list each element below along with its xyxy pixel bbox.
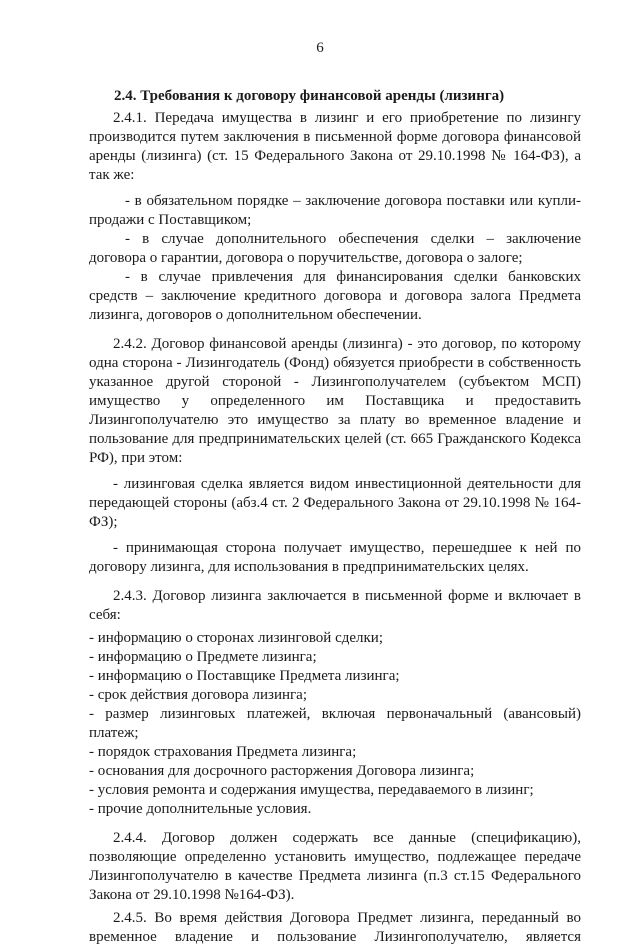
list-item: - в случае дополнительного обеспечения сделки – заключение договора о гарантии, договора о поручительстве, договора о залоге;: [89, 231, 581, 266]
list-item: - срок действия договора лизинга;: [89, 687, 307, 703]
list-item: - условия ремонта и содержания имущества, передаваемого в лизинг;: [89, 782, 534, 798]
list-item: - основания для досрочного расторжения Договора лизинга;: [89, 763, 475, 779]
list-item: - информацию о Поставщике Предмета лизинга;: [89, 668, 400, 684]
list-item: - информацию о Предмете лизинга;: [89, 649, 317, 665]
paragraph-2-4-1: 2.4.1. Передача имущества в лизинг и его приобретение по лизингу производится путем заключения в письменной форме договора финансовой аренды (лизинга) (ст. 15 Федерального Закона от 29.10.1998 № 164-ФЗ), а так же:: [89, 110, 581, 183]
list-item: - в обязательном порядке – заключение договора поставки или купли-продажи с Поставщиком;: [89, 193, 581, 228]
list-item: - лизинговая сделка является видом инвестиционной деятельности для передающей стороны (абз.4 ст. 2 Федерального Закона от 29.10.1998 № 164-ФЗ);: [89, 476, 581, 530]
page-number: 6: [316, 40, 324, 56]
list-item: - принимающая сторона получает имущество, перешедшее к ней по договору лизинга, для использования в предпринимательских целях.: [89, 540, 581, 575]
paragraph-2-4-5: 2.4.5. Во время действия Договора Предмет лизинга, переданный во временное владение и пользование Лизингополучателю, является: [89, 910, 581, 945]
paragraph-2-4-4: 2.4.4. Договор должен содержать все данные (спецификацию), позволяющие определенно установить имущество, подлежащее передаче Лизингополучателю в качестве Предмета лизинга (п.3 ст.15 Федерального Закона от 29.10.1998 №164-ФЗ).: [89, 830, 581, 903]
list-item: - порядок страхования Предмета лизинга;: [89, 744, 357, 760]
document-body: [89, 109, 581, 947]
paragraph-2-4-2: 2.4.2. Договор финансовой аренды (лизинга) - это договор, по которому одна сторона - Лизингодатель (Фонд) обязуется приобрести в собственность указанное другой стороной - Лизингополучателем (субъектом МСП) имущество у определенного им Поставщика и предоставить Лизингополучателю это имущество за плату во временное владение и пользование для предпринимательских целей (ст. 665 Гражданского Кодекса РФ), при этом:: [89, 336, 581, 466]
list-item: - размер лизинговых платежей, включая первоначальный (авансовый) платеж;: [89, 706, 581, 741]
list-item: - в случае привлечения для финансирования сделки банковских средств – заключение кредитного договора и договора залога Предмета лизинга, договоров о дополнительном обеспечении.: [89, 269, 581, 323]
section-heading: 2.4. Требования к договору финансовой аренды (лизинга): [114, 88, 505, 104]
paragraph-2-4-3: 2.4.3. Договор лизинга заключается в письменной форме и включает в себя:: [89, 588, 581, 623]
list-item: - прочие дополнительные условия.: [89, 801, 312, 817]
list-item: - информацию о сторонах лизинговой сделки;: [89, 630, 383, 646]
